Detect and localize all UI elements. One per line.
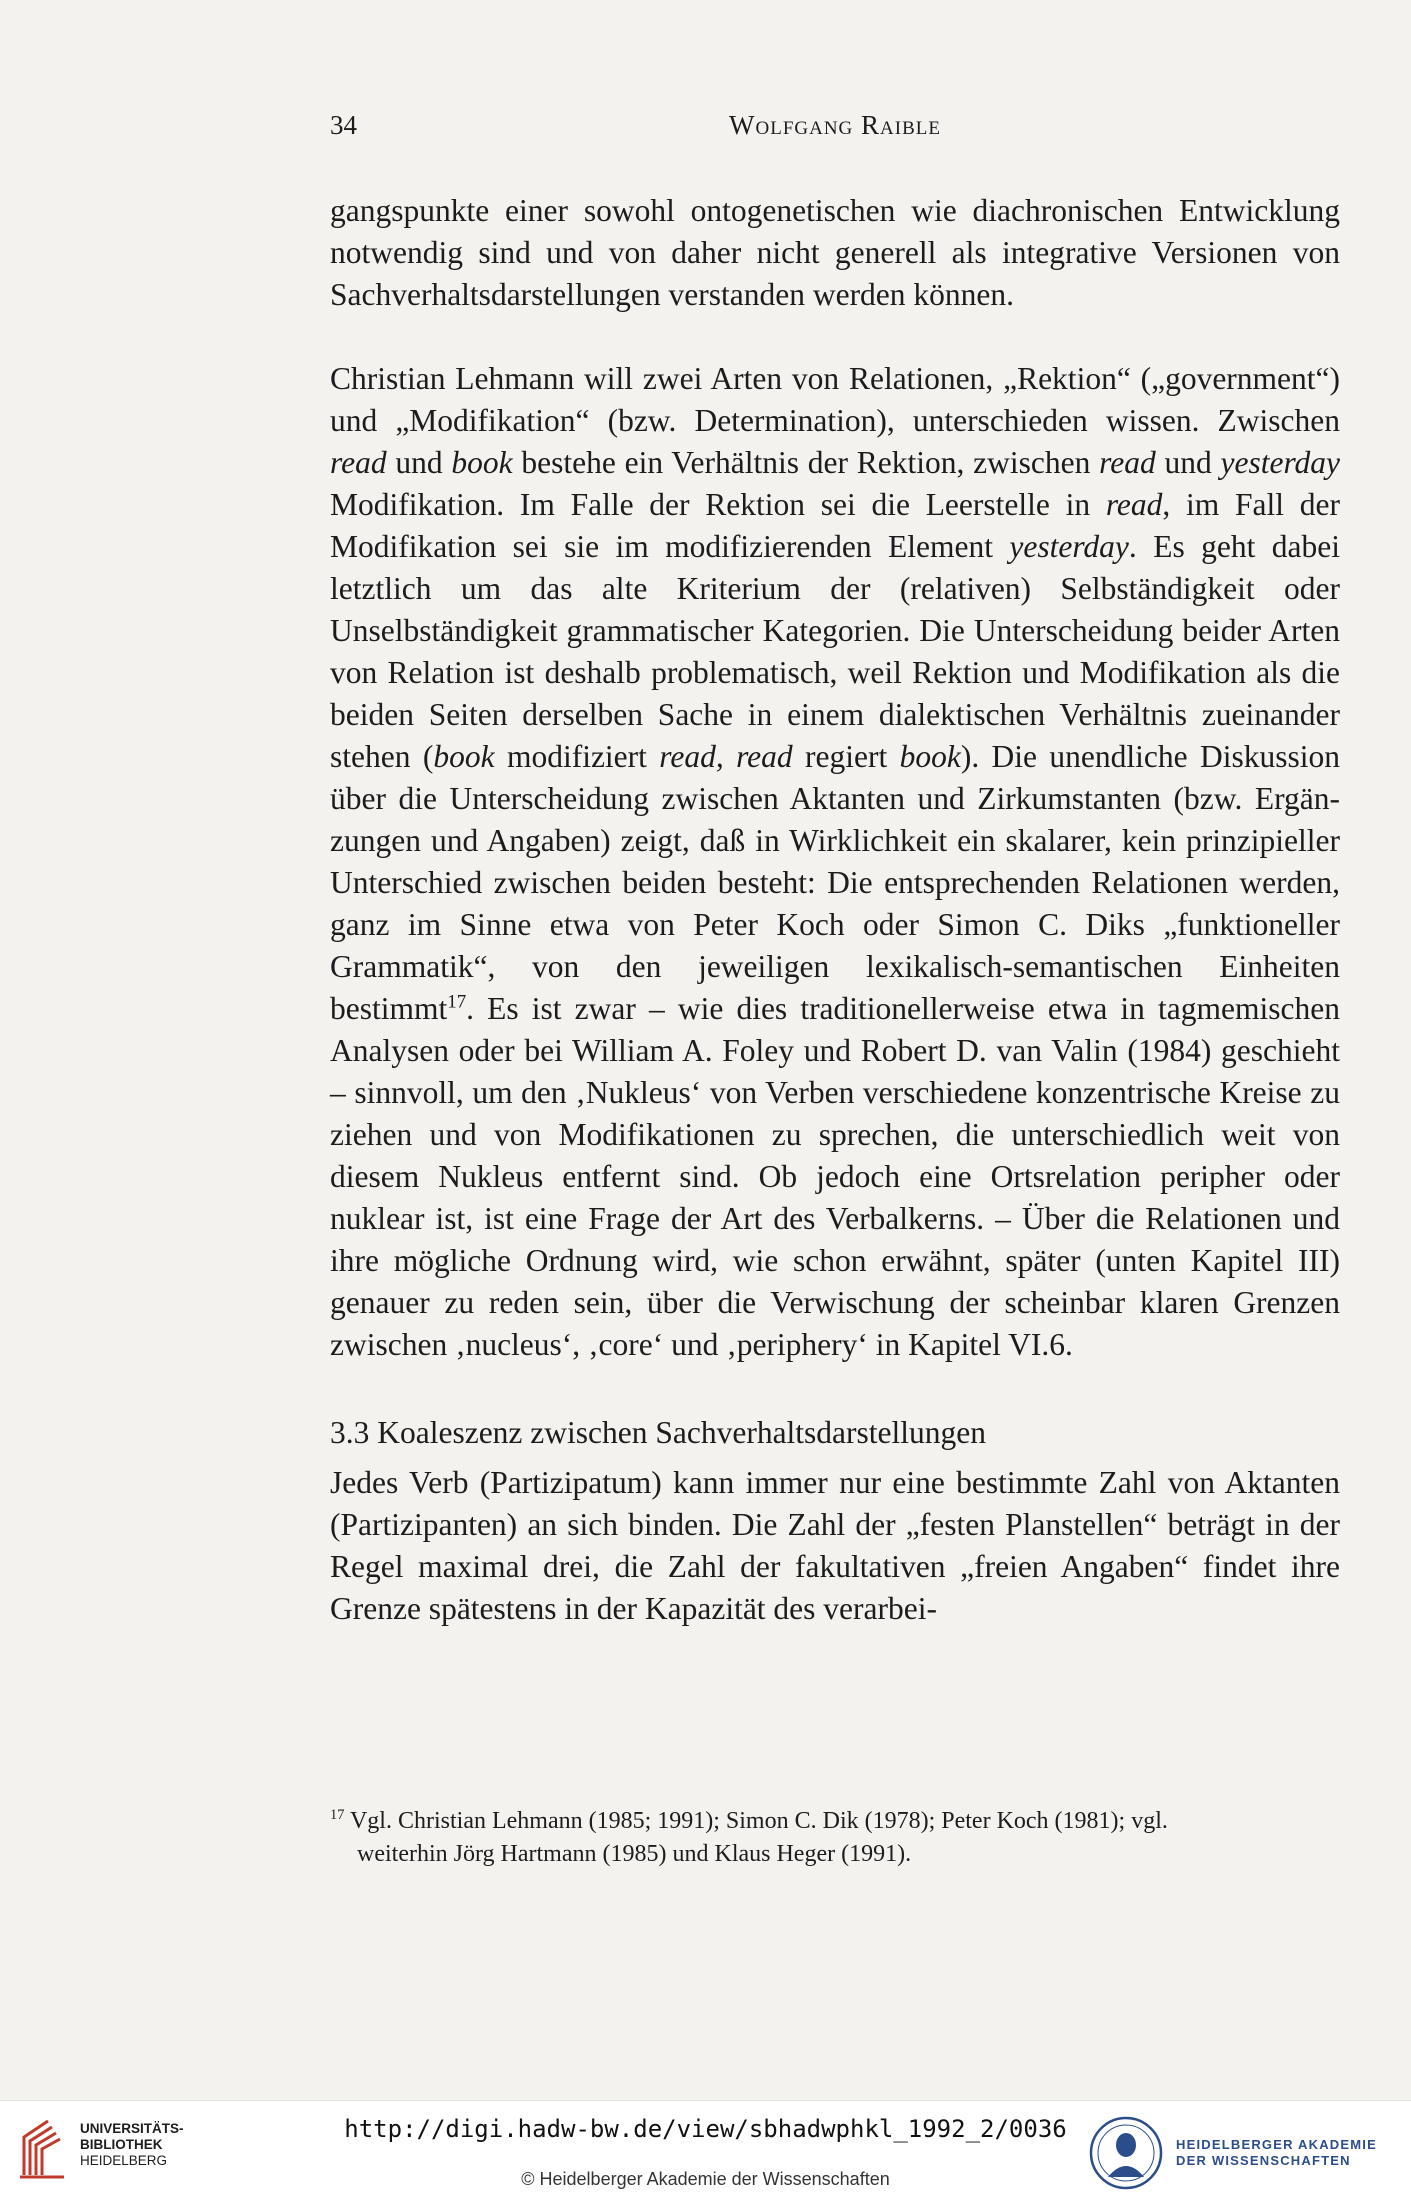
italic-term: yesterday xyxy=(1220,445,1341,480)
italic-term: book xyxy=(433,739,495,774)
text-run: modifiziert xyxy=(494,739,660,774)
text-run: Modifikation. Im Falle der Rektion sei die Leerstelle in xyxy=(330,487,1106,522)
italic-term: read xyxy=(330,445,387,480)
library-line-1: UNIVERSITÄTS- xyxy=(80,2121,184,2136)
permalink-url[interactable]: http://digi.hadw-bw.de/view/sbhadwphkl_1992_2/0036 xyxy=(344,2115,1067,2143)
section-heading: 3.3 Koaleszenz zwischen Sachverhaltsdarstellungen xyxy=(330,1415,987,1450)
footnote-reference[interactable]: 17 xyxy=(447,991,467,1013)
text-run: und xyxy=(386,445,452,480)
paragraph-2 xyxy=(330,358,1340,1366)
text-run: und xyxy=(1155,445,1221,480)
text-run: bestehe ein Verhältnis der Rektion, zwischen xyxy=(512,445,1100,480)
page-number: 34 xyxy=(330,110,357,140)
footnote-line-1 xyxy=(330,1805,1340,1838)
text-run: Christian Lehmann will zwei Arten von Relationen, „Rektion“ („government“) und „Modifikation“ (bzw. Determination), unterschieden wissen. Zwischen xyxy=(330,361,1340,438)
text-run: ). Die unendliche Diskussion über die Unterscheidung zwischen Aktanten und Zirkumstanten (bzw. Ergänzungen und Angaben) zeigt, daß in Wirklichkeit ein skalarer, kein prinzipieller Unterschied zwischen beiden besteht: Die entsprechenden Relationen werden, ganz im Sinne etwa von Peter Koch oder Simon C. Diks „funktioneller Grammatik“, von den jeweiligen lexikalisch-semantischen Einheiten bestimmt xyxy=(330,739,1340,1026)
paragraph-1: gangspunkte einer sowohl ontogenetischen wie diachronischen Entwicklung notwendig sind und von daher nicht generell als integrative Versionen von Sachverhaltsdarstellungen verstanden werden können. xyxy=(330,193,1340,312)
text-run: , im Fall der Modifikation sei sie im modifizierenden Element xyxy=(330,487,1340,564)
library-line-3: HEIDELBERG xyxy=(80,2153,168,2168)
italic-term: read xyxy=(1105,487,1163,522)
paragraph-3: Jedes Verb (Partizipatum) kann immer nur eine bestimmte Zahl von Aktanten (Partizipanten) an sich binden. Die Zahl der „festen Planstellen“ beträgt in der Regel maximal drei, die Zahl der fakultativen „freien Angaben“ findet ihre Grenze spätestens in der Kapazität des verarbei- xyxy=(330,1465,1340,1626)
library-line-2: BIBLIOTHEK xyxy=(80,2137,163,2152)
italic-term: book xyxy=(451,445,513,480)
academy-line-2: DER WISSENSCHAFTEN xyxy=(1176,2153,1351,2168)
italic-term: yesterday xyxy=(1009,529,1129,564)
academy-name[interactable] xyxy=(1176,2137,1377,2169)
page-header xyxy=(330,110,1340,150)
footnote xyxy=(330,1805,1340,1871)
copyright-notice: © Heidelberger Akademie der Wissenschaften xyxy=(521,2169,890,2189)
academy-seal-icon[interactable] xyxy=(1088,2115,1164,2191)
italic-term: read, read xyxy=(659,739,793,774)
text-run: . Es ist zwar – wie dies traditionellerweise etwa in tagmemischen Analysen oder bei William A. Foley und Robert D. van Valin (1984) geschieht – sinnvoll, um den ‚Nukleus‘ von Verben verschiedene konzentrische Kreise zu ziehen und von Modifikationen zu sprechen, die unterschiedlich weit von diesem Nukleus entfernt sind. Ob jedoch eine Ortsrelation peripher oder nuklear ist, ist eine Frage der Art des Verbalkerns. – Über die Relationen und ihre mögliche Ordnung wird, wie schon erwähnt, später (unten Kapitel III) genauer zu reden sein, über die Verwischung der scheinbar klaren Grenzen zwischen ‚nucleus‘, ‚core‘ und ‚periphery‘ in Kapitel VI.6. xyxy=(330,991,1340,1362)
footnote-text: Vgl. Christian Lehmann (1985; 1991); Simon C. Dik (1978); Peter Koch (1981); vgl. xyxy=(349,1808,1168,1834)
running-head: Wolfgang Raible xyxy=(729,110,941,140)
italic-term: read xyxy=(1099,445,1156,480)
text-run: . Es geht dabei letztlich um das alte Kriterium der (relativen) Selbständigkeit oder Unselbständigkeit grammatischer Kategorien. Die Unterscheidung beider Arten von Relation ist deshalb problematisch, weil Rektion und Modifikation als die beiden Seiten derselben Sache in einem dialektischen Verhältnis zueinander stehen ( xyxy=(330,529,1340,774)
text-run: regiert xyxy=(792,739,900,774)
page-body xyxy=(330,190,1340,1630)
footnote-line-2: weiterhin Jörg Hartmann (1985) und Klaus Heger (1991). xyxy=(357,1841,912,1867)
footnote-number: 17 xyxy=(330,1807,345,1823)
viewer-footer xyxy=(0,2100,1411,2206)
italic-term: book xyxy=(899,739,961,774)
academy-line-1: HEIDELBERGER AKADEMIE xyxy=(1176,2137,1377,2152)
